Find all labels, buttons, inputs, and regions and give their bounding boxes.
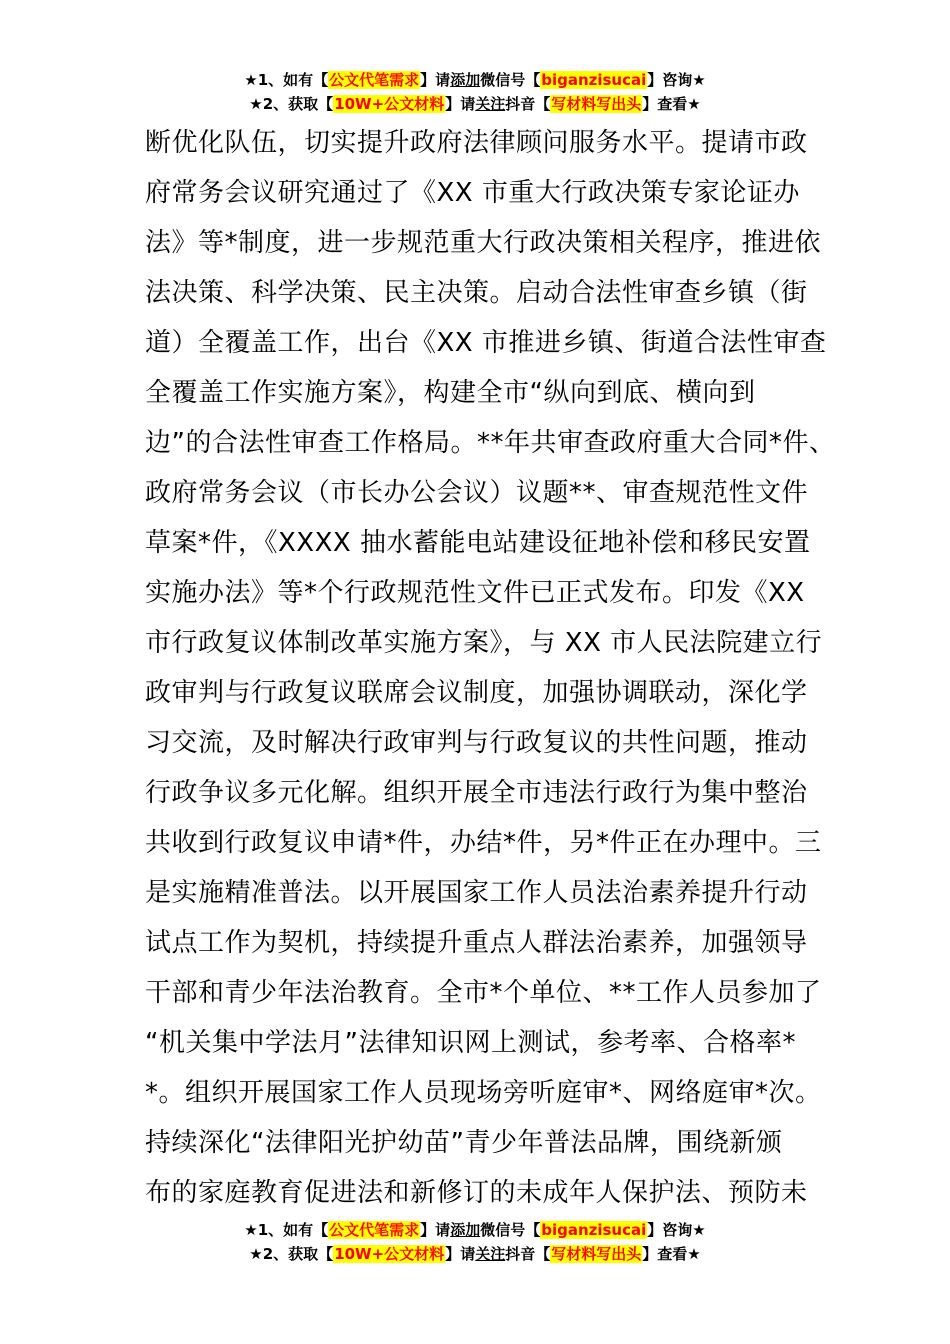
body-line: 政审判与行政复议联席会议制度，加强协调联动，深化学: [145, 678, 808, 708]
banner-text: 微信号【: [480, 71, 541, 89]
footer-banner-line-1: [0, 1218, 950, 1242]
banner-text: ★2、获取【: [249, 1245, 334, 1263]
banner-highlight: 写材料写出头: [551, 95, 642, 113]
banner-text: 】咨询★: [647, 1221, 706, 1239]
banner-text: 】查看★: [642, 95, 701, 113]
banner-text: 】请: [420, 1221, 451, 1239]
banner-highlight: 写材料写出头: [551, 1245, 642, 1263]
banner-text: 抖音【: [505, 95, 551, 113]
banner-highlight: biganzisucai: [541, 1221, 647, 1239]
footer-banner: [0, 1218, 950, 1266]
body-line: 习交流，及时解决行政审判与行政复议的共性问题，推动: [145, 728, 808, 758]
body-line: 实施办法》等*个行政规范性文件已正式发布。印发《XX: [145, 578, 805, 608]
footer-banner-line-2: [0, 1242, 950, 1266]
banner-text: 】咨询★: [647, 71, 706, 89]
header-banner-line-2: [0, 92, 950, 116]
banner-highlight: 公文代笔需求: [329, 71, 420, 89]
banner-text: 】请: [445, 1245, 476, 1263]
body-line: “机关集中学法月”法律知识网上测试，参考率、合格率*: [145, 1028, 796, 1058]
banner-highlight: 10W+公文材料: [334, 1245, 445, 1263]
body-line: 干部和青少年法治教育。全市*个单位、**工作人员参加了: [145, 978, 822, 1008]
body-line: 法》等*制度，进一步规范重大行政决策相关程序，推进依: [145, 228, 822, 258]
body-line: *。组织开展国家工作人员现场旁听庭审*、网络庭审*次。: [145, 1078, 822, 1108]
header-banner-line-1: [0, 68, 950, 92]
banner-underline: 添加: [450, 1221, 481, 1239]
banner-text: 】请: [445, 95, 476, 113]
banner-text: 微信号【: [480, 1221, 541, 1239]
banner-text: ★1、如有【: [244, 71, 329, 89]
banner-text: 】查看★: [642, 1245, 701, 1263]
body-line: 市行政复议体制改革实施方案》，与 XX 市人民法院建立行: [145, 628, 823, 658]
banner-underline: 关注: [475, 95, 506, 113]
banner-underline: 添加: [450, 71, 481, 89]
body-line: 法决策、科学决策、民主决策。启动合法性审查乡镇（街: [145, 278, 808, 308]
body-line: 布的家庭教育促进法和新修订的未成年人保护法、预防未: [145, 1178, 808, 1208]
banner-highlight: biganzisucai: [541, 71, 647, 89]
banner-text: ★2、获取【: [249, 95, 334, 113]
banner-highlight: 10W+公文材料: [334, 95, 445, 113]
header-banner: [0, 68, 950, 116]
body-line: 共收到行政复议申请*件，办结*件，另*件正在办理中。三: [145, 828, 822, 858]
banner-text: 抖音【: [505, 1245, 551, 1263]
body-line: 全覆盖工作实施方案》，构建全市“纵向到底、横向到: [145, 378, 756, 408]
body-line: 是实施精准普法。以开展国家工作人员法治素养提升行动: [145, 878, 808, 908]
body-line: 府常务会议研究通过了《XX 市重大行政决策专家论证办: [145, 178, 800, 208]
body-line: 边”的合法性审查工作格局。**年共审查政府重大合同*件、: [145, 428, 836, 458]
document-body: [145, 118, 836, 1218]
banner-text: 】请: [420, 71, 451, 89]
body-line: 行政争议多元化解。组织开展全市违法行政行为集中整治: [145, 778, 808, 808]
body-line: 草案*件，《XXXX 抽水蓄能电站建设征地补偿和移民安置: [145, 528, 811, 558]
body-line: 政府常务会议（市长办公会议）议题**、审查规范性文件: [145, 478, 809, 508]
body-line: 持续深化“法律阳光护幼苗”青少年普法品牌，围绕新颁: [145, 1128, 783, 1158]
body-line: 断优化队伍，切实提升政府法律顾问服务水平。提请市政: [145, 128, 808, 158]
banner-underline: 关注: [475, 1245, 506, 1263]
body-line: 道）全覆盖工作，出台《XX 市推进乡镇、街道合法性审查: [145, 328, 827, 358]
banner-text: ★1、如有【: [244, 1221, 329, 1239]
body-line: 试点工作为契机，持续提升重点人群法治素养，加强领导: [145, 928, 808, 958]
banner-highlight: 公文代笔需求: [329, 1221, 420, 1239]
